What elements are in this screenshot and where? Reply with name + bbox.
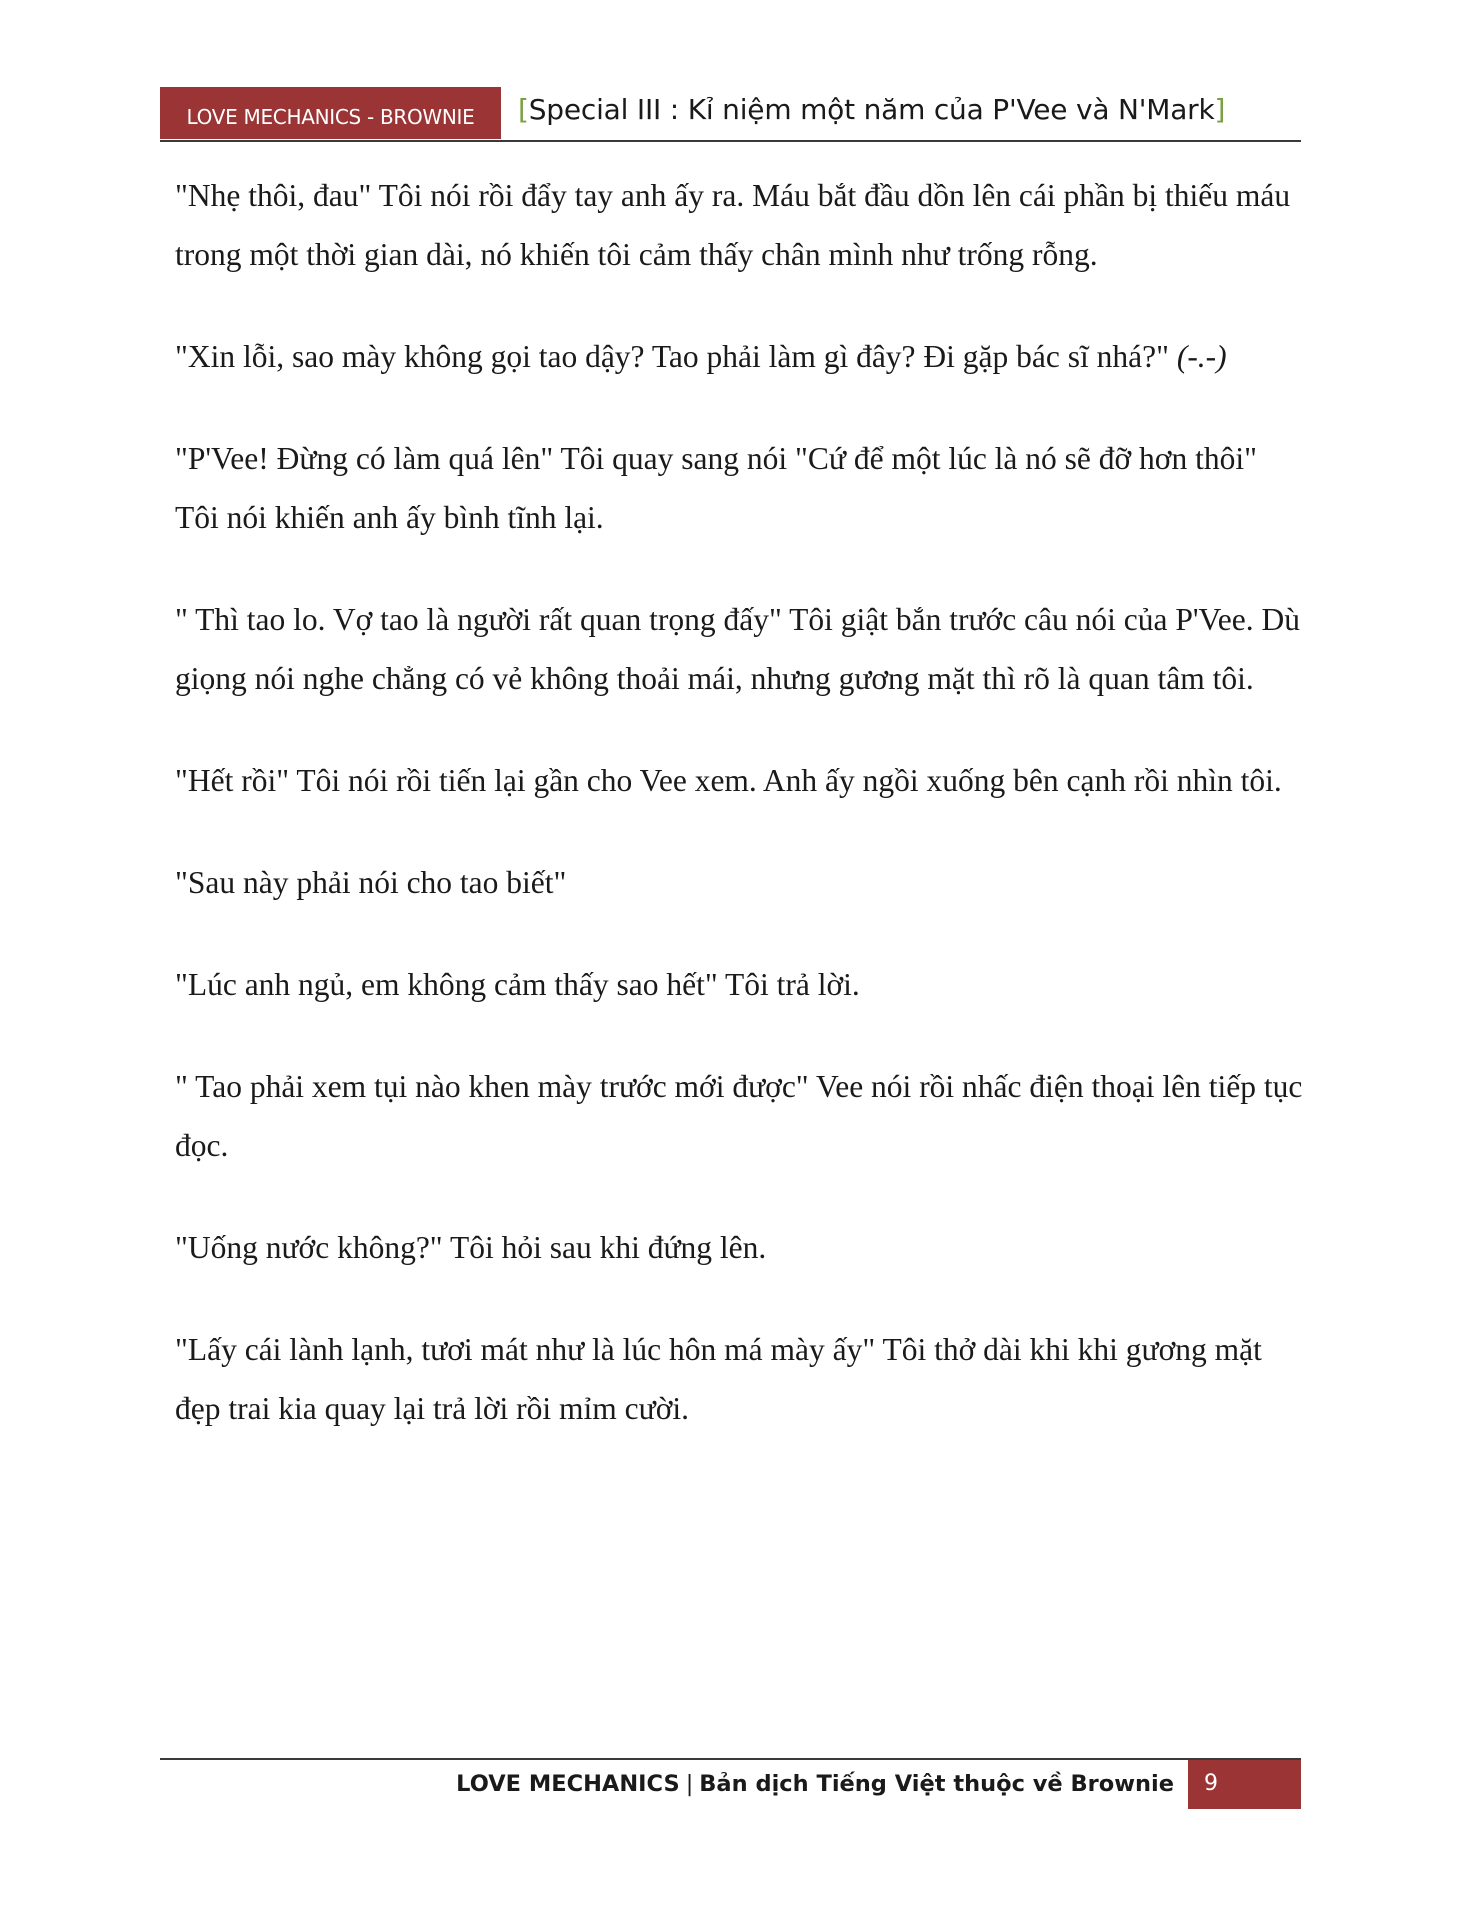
emoticon: (-.-) bbox=[1176, 339, 1227, 374]
footer-separator: | bbox=[685, 1771, 694, 1797]
footer-divider bbox=[160, 1758, 1301, 1760]
paragraph: " Tao phải xem tụi nào khen mày trước mới được" Vee nói rồi nhấc điện thoại lên tiếp tục đọc. bbox=[175, 1069, 1303, 1163]
paragraph: "Nhẹ thôi, đau" Tôi nói rồi đẩy tay anh ấy ra. Máu bắt đầu dồn lên cái phần bị thiếu máu trong một thời gian dài, nó khiến tôi cảm thấy chân mình như trống rỗng. bbox=[175, 178, 1291, 272]
header-book-tag: LOVE MECHANICS - BROWNIE bbox=[160, 87, 501, 139]
page-number-box bbox=[1188, 1760, 1301, 1809]
page-number: 9 bbox=[1204, 1771, 1218, 1796]
paragraph: "Lấy cái lành lạnh, tươi mát như là lúc hôn má mày ấy" Tôi thở dài khi khi gương mặt đẹp trai kia quay lại trả lời rồi mỉm cười. bbox=[175, 1332, 1262, 1426]
chapter-title-text: Special III : Kỉ niệm một năm của P'Vee và N'Mark bbox=[528, 93, 1215, 126]
header-divider bbox=[160, 140, 1301, 142]
title-bracket-close: ] bbox=[1214, 93, 1226, 126]
footer-book-title: LOVE MECHANICS bbox=[456, 1771, 680, 1797]
page-body bbox=[175, 166, 1305, 1481]
paragraph: "P'Vee! Đừng có làm quá lên" Tôi quay sang nói "Cứ để một lúc là nó sẽ đỡ hơn thôi" Tôi nói khiến anh ấy bình tĩnh lại. bbox=[175, 441, 1257, 535]
paragraph: "Uống nước không?" Tôi hỏi sau khi đứng lên. bbox=[175, 1230, 767, 1265]
paragraph: "Hết rồi" Tôi nói rồi tiến lại gần cho Vee xem. Anh ấy ngồi xuống bên cạnh rồi nhìn tôi. bbox=[175, 763, 1282, 798]
page-header bbox=[160, 87, 1300, 141]
paragraph: "Sau này phải nói cho tao biết" bbox=[175, 865, 567, 900]
title-bracket-open: [ bbox=[518, 93, 529, 126]
page-footer bbox=[456, 1766, 1174, 1802]
paragraph bbox=[175, 327, 1305, 386]
footer-credit: Bản dịch Tiếng Việt thuộc về Brownie bbox=[699, 1771, 1174, 1797]
chapter-title bbox=[518, 93, 1225, 126]
paragraph: " Thì tao lo. Vợ tao là người rất quan trọng đấy" Tôi giật bắn trước câu nói của P'Vee. Dù giọng nói nghe chẳng có vẻ không thoải mái, nhưng gương mặt thì rõ là quan tâm tôi. bbox=[175, 602, 1301, 696]
paragraph-text: "Xin lỗi, sao mày không gọi tao dậy? Tao phải làm gì đây? Đi gặp bác sĩ nhá?" bbox=[175, 339, 1177, 374]
paragraph: "Lúc anh ngủ, em không cảm thấy sao hết" Tôi trả lời. bbox=[175, 967, 860, 1002]
